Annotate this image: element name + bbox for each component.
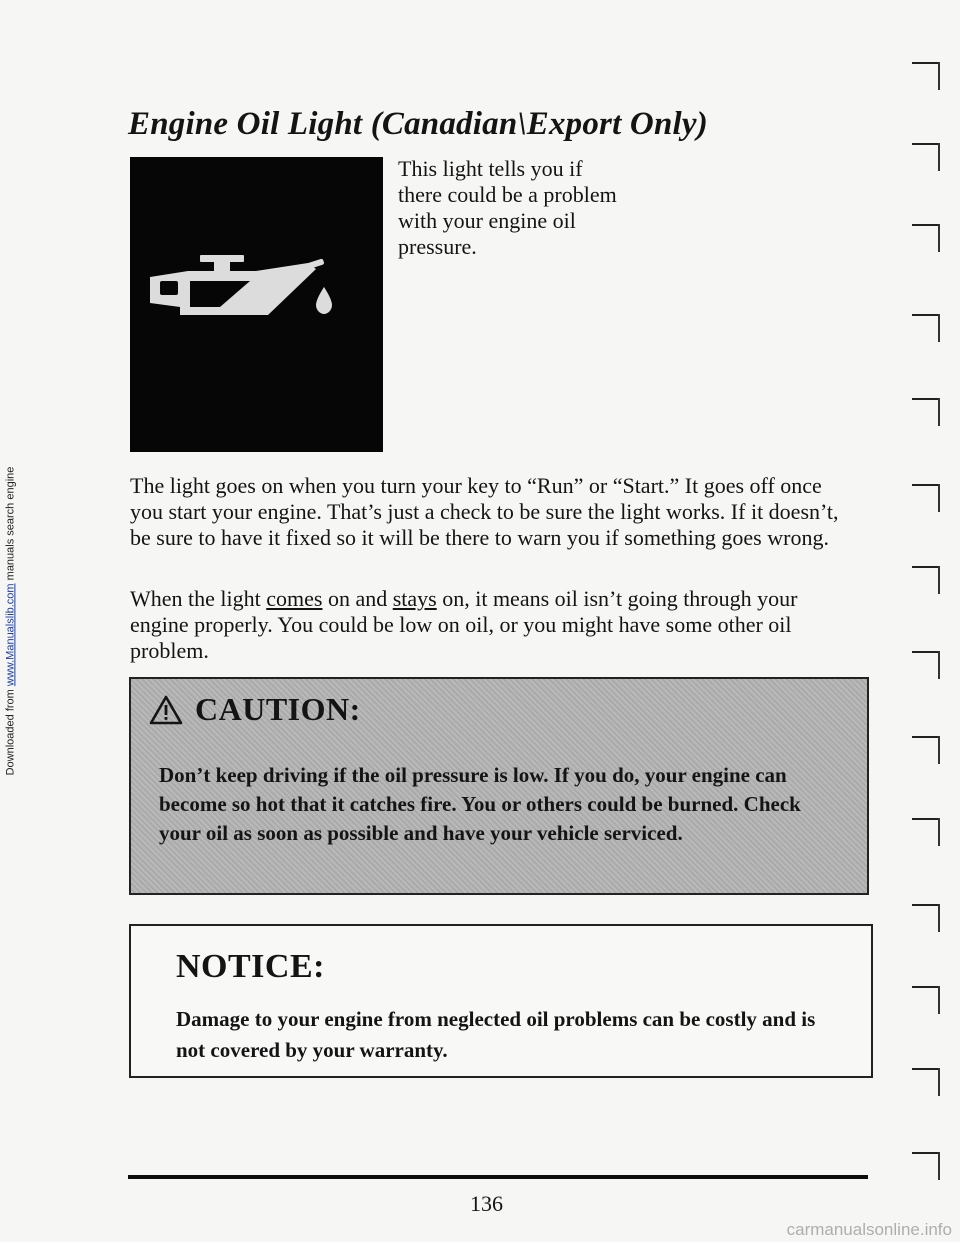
section-tab xyxy=(904,143,954,187)
section-tab xyxy=(904,651,954,695)
paragraph2-part1: When the light xyxy=(130,586,267,611)
section-tab xyxy=(904,1152,954,1196)
notice-title: NOTICE: xyxy=(176,948,325,985)
page-number: 136 xyxy=(470,1191,503,1216)
section-tab xyxy=(904,986,954,1030)
footer-rule xyxy=(128,1175,868,1179)
section-tab xyxy=(904,818,954,862)
caution-header xyxy=(149,691,361,728)
page-title: Engine Oil Light (Canadian\Export Only) xyxy=(128,106,708,142)
icon-description: This light tells you if there could be a problem with your engine oil pressure. xyxy=(398,156,617,259)
section-tab xyxy=(904,566,954,610)
oil-can-icon xyxy=(130,157,383,452)
paragraph-light-stays-on xyxy=(130,586,850,664)
paragraph2-part2: on and xyxy=(322,586,393,611)
notice-text: Damage to your engine from neglected oil problems can be costly and is not covered by your warranty. xyxy=(176,1007,816,1062)
caution-text: Don’t keep driving if the oil pressure is low. If you do, your engine can become so hot that it catches fire. You or others could be burned. Check your oil as soon as possible and have your vehicle serviced. xyxy=(159,763,801,845)
caution-title: CAUTION: xyxy=(195,691,361,727)
source-prefix: Downloaded from xyxy=(4,686,16,776)
underlined-comes: comes xyxy=(266,586,323,611)
paragraph2-part3: on, it means oil isn’t going through your engine properly. You could be low on oil, or you might have some other oil problem. xyxy=(130,586,798,663)
source-suffix: manuals search engine xyxy=(4,466,16,584)
underlined-stays: stays xyxy=(392,586,437,611)
section-tab xyxy=(904,62,954,106)
notice-box xyxy=(129,924,873,1078)
manualslib-link[interactable]: www.Manualslib.com xyxy=(4,583,16,687)
oil-light-panel xyxy=(130,157,383,452)
section-tab xyxy=(904,1068,954,1112)
warning-triangle-icon xyxy=(149,695,183,725)
section-tab xyxy=(904,398,954,442)
section-tab xyxy=(904,904,954,948)
section-tabs xyxy=(904,0,960,1242)
section-tab xyxy=(904,484,954,528)
section-tab xyxy=(904,736,954,780)
caution-box xyxy=(129,677,869,895)
download-source-label xyxy=(2,0,18,1242)
watermark: carmanualsonline.info xyxy=(786,1220,952,1239)
section-tab xyxy=(904,314,954,358)
section-tab xyxy=(904,224,954,268)
paragraph-light-check: The light goes on when you turn your key to “Run” or “Start.” It goes off once you start your engine. That’s just a check to be sure the light works. If it doesn’t, be sure to have it fixed so it will be there to warn you if something goes wrong. xyxy=(130,473,839,550)
